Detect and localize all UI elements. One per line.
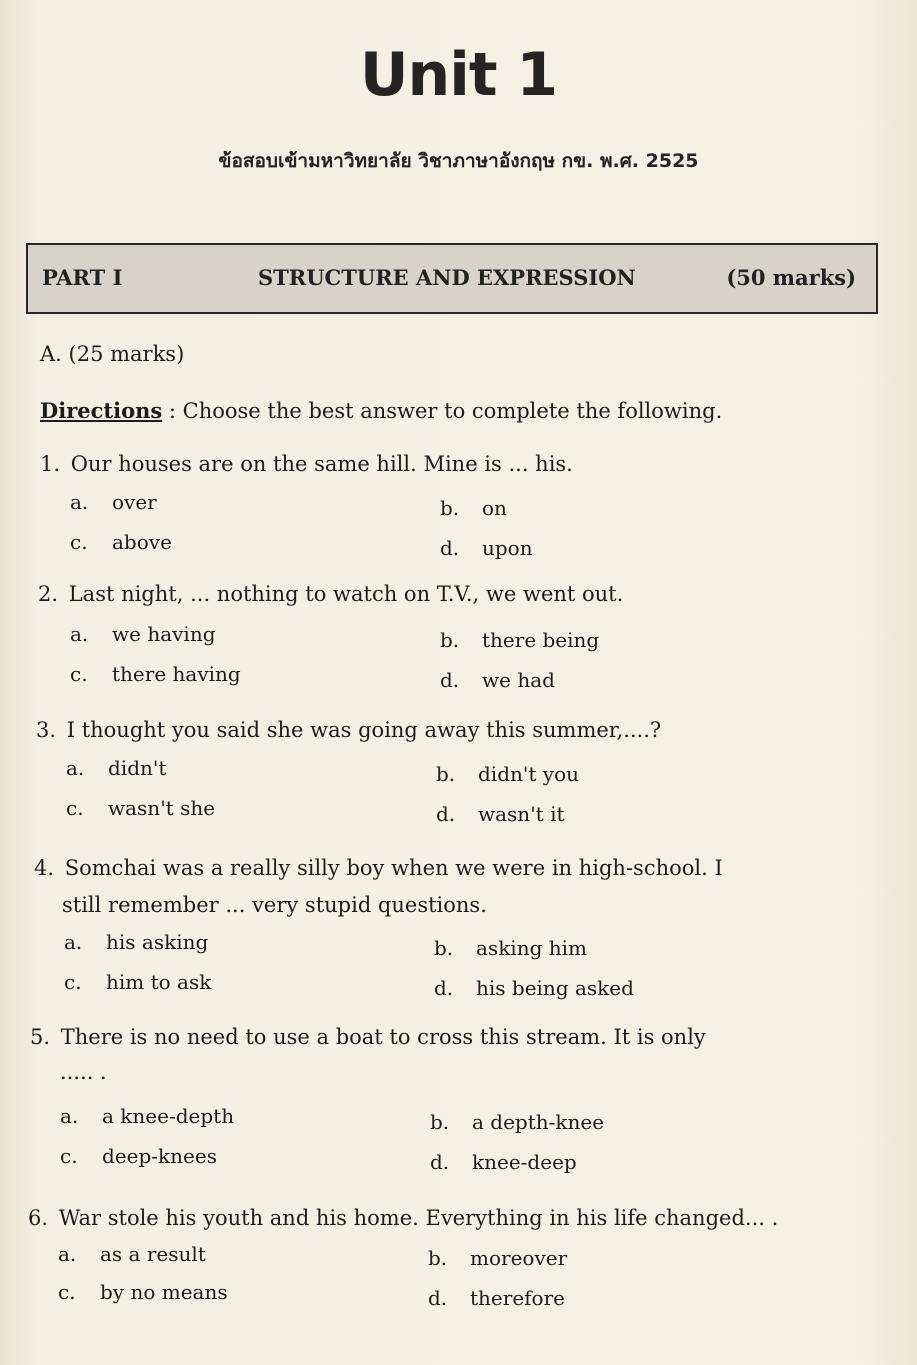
question-3 [36, 718, 661, 742]
option-text: him to ask [106, 970, 212, 994]
option-text: didn't [108, 756, 167, 780]
page-title: Unit 1 [359, 40, 558, 110]
option-4d[interactable] [434, 976, 634, 1000]
question-number: 2. [38, 582, 59, 606]
option-letter: b. [436, 762, 456, 786]
question-number: 1. [40, 452, 61, 476]
question-4-continued [62, 893, 487, 917]
option-5d[interactable] [430, 1150, 577, 1174]
option-1a[interactable] [70, 490, 157, 514]
option-text: by no means [100, 1280, 228, 1304]
option-6a[interactable] [58, 1242, 206, 1266]
option-2d[interactable] [440, 668, 555, 692]
option-6c[interactable] [58, 1280, 228, 1304]
question-text: Last night, ... nothing to watch on T.V., we went out. [68, 582, 624, 606]
option-4b[interactable] [434, 936, 587, 960]
option-letter: b. [430, 1110, 450, 1134]
option-6d[interactable] [428, 1286, 565, 1310]
option-text: wasn't she [108, 796, 216, 820]
question-number: 4. [34, 856, 55, 880]
option-text: we having [112, 622, 216, 646]
option-text: we had [482, 668, 555, 692]
option-letter: b. [440, 628, 460, 652]
question-text-continued: ..... . [60, 1060, 107, 1084]
option-text: moreover [470, 1246, 568, 1270]
option-letter: c. [70, 662, 88, 686]
question-text: Our houses are on the same hill. Mine is ... his. [70, 452, 573, 476]
option-letter: d. [440, 536, 460, 560]
option-text: asking him [476, 936, 587, 960]
option-text: a depth-knee [472, 1110, 605, 1134]
option-text: there having [112, 662, 241, 686]
part-marks: (50 marks) [726, 265, 856, 290]
question-text: Somchai was a really silly boy when we were in high-school. I [64, 856, 723, 880]
option-text: his being asked [476, 976, 634, 1000]
question-text: There is no need to use a boat to cross this stream. It is only [60, 1025, 706, 1049]
option-letter: c. [70, 530, 88, 554]
option-text: there being [482, 628, 600, 652]
option-text: on [482, 496, 507, 520]
option-text: deep-knees [102, 1144, 217, 1168]
option-5c[interactable] [60, 1144, 217, 1168]
option-text: a knee-depth [102, 1104, 235, 1128]
option-letter: c. [64, 970, 82, 994]
question-number: 5. [30, 1025, 51, 1049]
option-text: his asking [106, 930, 209, 954]
option-3a[interactable] [66, 756, 166, 780]
question-number: 3. [36, 718, 57, 742]
part-title: STRUCTURE AND EXPRESSION [258, 265, 636, 290]
option-letter: d. [434, 976, 454, 1000]
option-letter: b. [428, 1246, 448, 1270]
option-letter: d. [430, 1150, 450, 1174]
question-text: War stole his youth and his home. Everything in his life changed... . [58, 1206, 779, 1230]
question-4 [34, 856, 723, 880]
option-6b[interactable] [428, 1246, 567, 1270]
question-number: 6. [28, 1206, 49, 1230]
option-letter: d. [436, 802, 456, 826]
option-letter: b. [440, 496, 460, 520]
directions-separator: : [162, 399, 183, 423]
directions-label: Directions [40, 398, 163, 423]
directions-text: Choose the best answer to complete the following. [182, 399, 723, 423]
option-letter: c. [58, 1280, 76, 1304]
part-number: PART I [42, 265, 123, 290]
option-letter: c. [60, 1144, 78, 1168]
option-3c[interactable] [66, 796, 215, 820]
option-4c[interactable] [64, 970, 211, 994]
option-letter: d. [440, 668, 460, 692]
option-5b[interactable] [430, 1110, 604, 1134]
option-letter: b. [434, 936, 454, 960]
option-text: didn't you [478, 762, 579, 786]
option-2c[interactable] [70, 662, 241, 686]
option-1d[interactable] [440, 536, 533, 560]
option-letter: a. [58, 1242, 77, 1266]
option-letter: a. [60, 1104, 79, 1128]
option-text: as a result [100, 1242, 206, 1266]
option-text: knee-deep [472, 1150, 577, 1174]
option-letter: d. [428, 1286, 448, 1310]
option-text: wasn't it [478, 802, 565, 826]
option-4a[interactable] [64, 930, 208, 954]
option-letter: a. [70, 490, 89, 514]
option-letter: a. [64, 930, 83, 954]
option-2a[interactable] [70, 622, 216, 646]
section-heading: A. (25 marks) [40, 342, 185, 366]
option-3d[interactable] [436, 802, 565, 826]
question-text-continued: still remember ... very stupid questions. [62, 893, 487, 917]
option-text: above [112, 530, 172, 554]
option-letter: a. [70, 622, 89, 646]
option-letter: a. [66, 756, 85, 780]
option-letter: c. [66, 796, 84, 820]
option-2b[interactable] [440, 628, 599, 652]
option-text: over [112, 490, 157, 514]
part-header-box [26, 243, 878, 314]
option-5a[interactable] [60, 1104, 234, 1128]
question-5-continued [60, 1060, 107, 1084]
option-1b[interactable] [440, 496, 507, 520]
option-3b[interactable] [436, 762, 579, 786]
option-text: therefore [470, 1286, 565, 1310]
question-5 [30, 1025, 706, 1049]
exam-subtitle: ข้อสอบเข้ามหาวิทยาลัย วิชาภาษาอังกฤษ กข. พ.ศ. 2525 [218, 150, 699, 172]
option-1c[interactable] [70, 530, 172, 554]
question-1 [40, 452, 573, 476]
option-text: upon [482, 536, 533, 560]
question-text: I thought you said she was going away this summer,....? [66, 718, 662, 742]
question-2 [38, 582, 623, 606]
question-6 [28, 1206, 778, 1230]
directions [40, 398, 722, 423]
